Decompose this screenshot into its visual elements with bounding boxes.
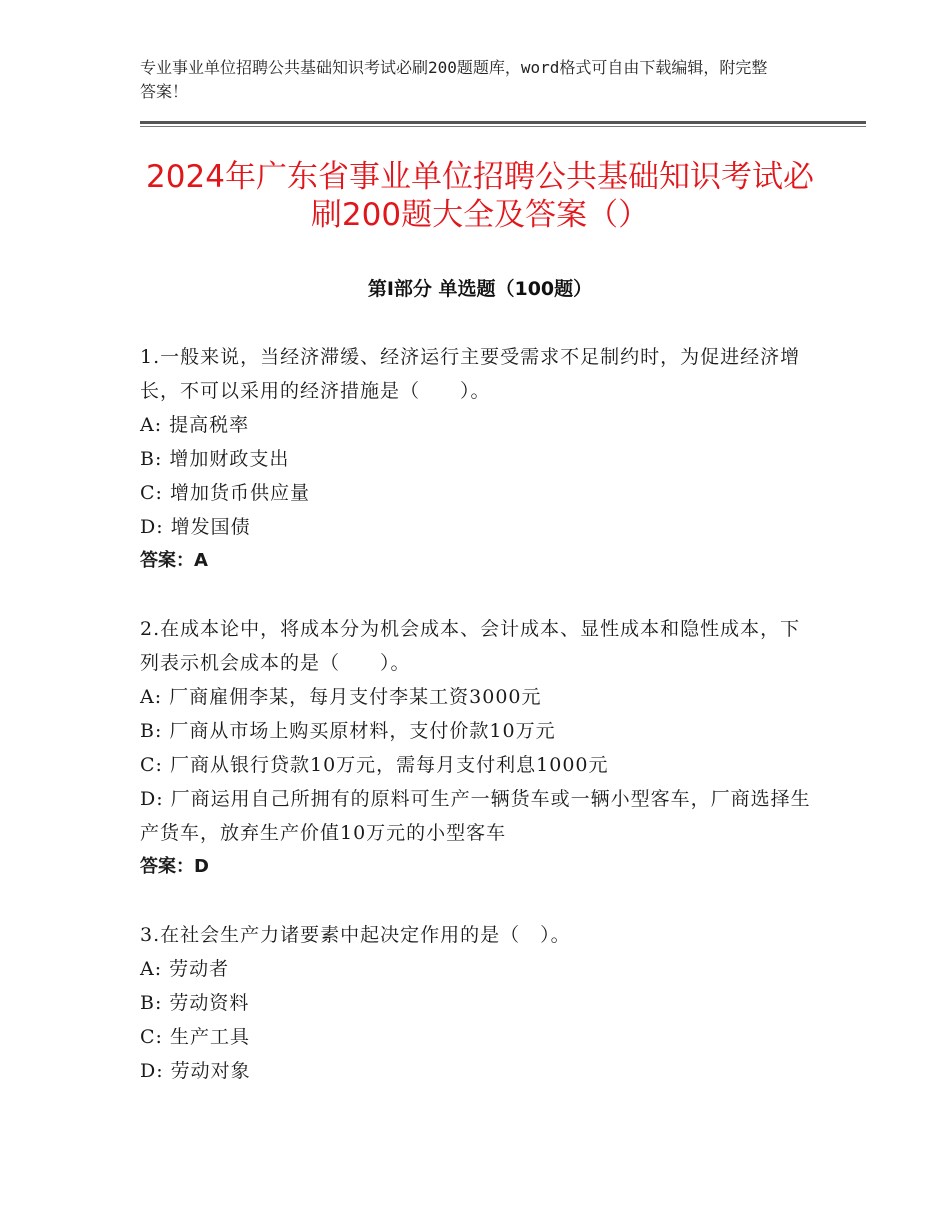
- option-a: A: 劳动者: [140, 958, 230, 980]
- header-rule: [140, 121, 866, 124]
- question-2: [140, 612, 820, 884]
- document-title: 2024年广东省事业单位招聘公共基础知识考试必刷200题大全及答案（）: [146, 159, 814, 233]
- option-d: D: 劳动对象: [140, 1060, 251, 1082]
- option-b: B: 增加财政支出: [140, 448, 290, 470]
- header-note: 专业事业单位招聘公共基础知识考试必刷200题题库，word格式可自由下载编辑，附完整答案！: [140, 58, 768, 101]
- question-stem: 1.一般来说，当经济滞缓、经济运行主要受需求不足制约时，为促进经济增长，不可以采用的经济措施是（ ）。: [140, 346, 801, 402]
- option-d: D: 增发国债: [140, 516, 251, 538]
- section-heading: 第Ⅰ部分 单选题（100题）: [367, 278, 593, 300]
- option-b: B: 厂商从市场上购买原材料，支付价款10万元: [140, 720, 556, 742]
- option-c: C: 生产工具: [140, 1026, 250, 1048]
- answer: 答案：A: [140, 550, 208, 571]
- option-d: D: 厂商运用自己所拥有的原料可生产一辆货车或一辆小型客车，厂商选择生产货车，放弃生产价值10万元的小型客车: [140, 788, 811, 844]
- option-c: C: 增加货币供应量: [140, 482, 310, 504]
- option-c: C: 厂商从银行贷款10万元，需每月支付利息1000元: [140, 754, 609, 776]
- question-stem: 2.在成本论中，将成本分为机会成本、会计成本、显性成本和隐性成本，下列表示机会成本的是（ ）。: [140, 618, 801, 674]
- question-3: [140, 918, 820, 1088]
- header-rule-thin: [140, 126, 866, 127]
- option-b: B: 劳动资料: [140, 992, 250, 1014]
- option-a: A: 提高税率: [140, 414, 250, 436]
- option-a: A: 厂商雇佣李某，每月支付李某工资3000元: [140, 686, 542, 708]
- question-stem: 3.在社会生产力诸要素中起决定作用的是（ ）。: [140, 924, 571, 946]
- answer: 答案：D: [140, 856, 209, 877]
- question-list: [140, 340, 820, 1122]
- question-1: [140, 340, 820, 578]
